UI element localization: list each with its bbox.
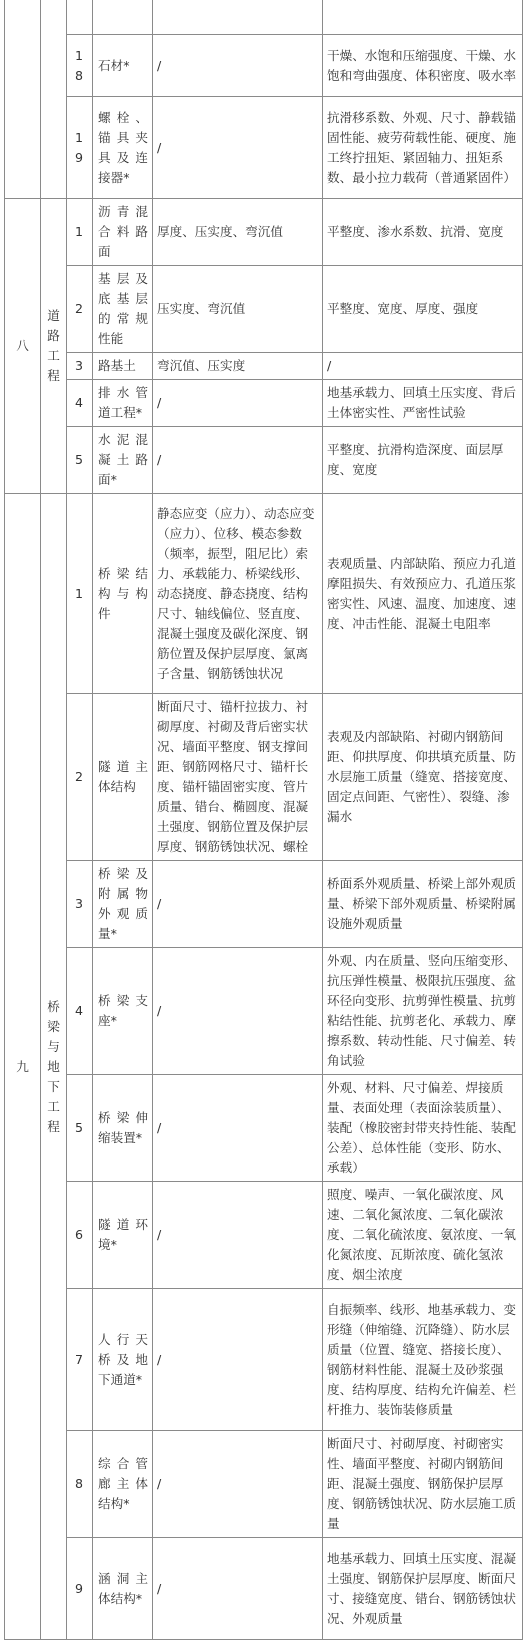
seq-cell: 8: [67, 1431, 93, 1538]
params-b-cell: 外观、内在质量、竖向压缩变形、抗压弹性模量、极限抗压强度、盆环径向变形、抗剪弹性模量、抗剪粘结性能、抗剪老化、承载力、摩擦系数、转动性能、尺寸偏差、转角试验: [323, 948, 523, 1075]
item-cell: 桥梁伸缩装置*: [93, 1075, 153, 1182]
item-cell: 桥梁结构与构件: [93, 494, 153, 694]
item-cell: 隧道主体结构: [93, 694, 153, 861]
group-name-cell: [41, 494, 67, 1640]
table-row: [5, 199, 523, 266]
item-cell: 桥梁及附属物外观质量*: [93, 861, 153, 948]
item-cell: 基层及底基层的常规性能: [93, 266, 153, 353]
params-a-cell: /: [153, 380, 323, 427]
params-b-cell: /: [323, 353, 523, 380]
table-row: [5, 35, 523, 97]
table-row: [5, 494, 523, 694]
params-a-cell: 压实度、弯沉值: [153, 266, 323, 353]
params-a-cell: /: [153, 97, 323, 199]
item-cell: 螺栓、锚具夹具及连接器*: [93, 97, 153, 199]
table-row: [5, 1538, 523, 1640]
seq-cell: 3: [67, 353, 93, 380]
params-a-cell: /: [153, 1289, 323, 1431]
seq-cell: 19: [67, 97, 93, 199]
params-b-cell: 断面尺寸、衬砌厚度、衬砌密实性、墙面平整度、衬砌内钢筋间距、混凝土强度、钢筋保护层厚度、钢筋锈蚀状况、防水层施工质量: [323, 1431, 523, 1538]
item-cell: [93, 0, 153, 35]
seq-cell: 1: [67, 494, 93, 694]
params-a-cell: /: [153, 1075, 323, 1182]
seq-cell: 3: [67, 861, 93, 948]
seq-cell: 5: [67, 1075, 93, 1182]
seq-cell: 2: [67, 266, 93, 353]
group-number-cell: [5, 0, 41, 199]
item-cell: 水泥混凝土路面*: [93, 427, 153, 494]
seq-cell: 4: [67, 380, 93, 427]
params-a-cell: 厚度、压实度、弯沉值: [153, 199, 323, 266]
group-number-cell: 八: [5, 199, 41, 494]
qualification-table: [4, 0, 523, 1640]
params-b-cell: 表观质量、内部缺陷、预应力孔道摩阻损失、有效预应力、孔道压浆密实性、风速、温度、加速度、速度、冲击性能、混凝土电阻率: [323, 494, 523, 694]
table-row: [5, 948, 523, 1075]
seq-cell: 1: [67, 199, 93, 266]
params-b-cell: 照度、噪声、一氧化碳浓度、风速、二氧化氮浓度、二氧化碳浓度、二氧化硫浓度、氨浓度、一氧化氮浓度、瓦斯浓度、硫化氢浓度、烟尘浓度: [323, 1182, 523, 1289]
params-b-cell: 抗滑移系数、外观、尺寸、静载锚固性能、疲劳荷载性能、硬度、施工终拧扭矩、紧固轴力、扭矩系数、最小拉力载荷（普通紧固件）: [323, 97, 523, 199]
params-b-cell: [323, 0, 523, 35]
params-b-cell: 干燥、水饱和压缩强度、干燥、水饱和弯曲强度、体积密度、吸水率: [323, 35, 523, 97]
params-b-cell: 自振频率、线形、地基承载力、变形缝（伸缩缝、沉降缝）、防水层质量（位置、缝宽、搭接长度）、钢筋材料性能、混凝土及砂浆强度、结构厚度、结构允许偏差、栏杆推力、装饰装修质量: [323, 1289, 523, 1431]
seq-cell: 18: [67, 35, 93, 97]
table-row: [5, 1431, 523, 1538]
seq-cell: [67, 0, 93, 35]
params-a-cell: 弯沉值、压实度: [153, 353, 323, 380]
seq-cell: 7: [67, 1289, 93, 1431]
params-b-cell: 桥面系外观质量、桥梁上部外观质量、桥梁下部外观质量、桥梁附属设施外观质量: [323, 861, 523, 948]
item-cell: 排水管道工程*: [93, 380, 153, 427]
table-row: [5, 1182, 523, 1289]
group-name-cell: [41, 199, 67, 494]
table-row: [5, 97, 523, 199]
seq-cell: 4: [67, 948, 93, 1075]
params-a-cell: /: [153, 35, 323, 97]
params-b-cell: 表观及内部缺陷、衬砌内钢筋间距、仰拱厚度、仰拱填充质量、防水层施工质量（缝宽、搭接宽度、固定点间距、气密性）、裂缝、渗漏水: [323, 694, 523, 861]
table-row: [5, 0, 523, 35]
params-b-cell: 外观、材料、尺寸偏差、焊接质量、表面处理（表面涂装质量）、装配（橡胶密封带夹持性能、装配公差）、总体性能（变形、防水、承载）: [323, 1075, 523, 1182]
params-b-cell: 地基承载力、回填土压实度、背后土体密实性、严密性试验: [323, 380, 523, 427]
params-a-cell: /: [153, 1431, 323, 1538]
table-row: [5, 266, 523, 353]
table-row: [5, 353, 523, 380]
params-b-cell: 平整度、抗滑构造深度、面层厚度、宽度: [323, 427, 523, 494]
table-row: [5, 380, 523, 427]
item-cell: 路基土: [93, 353, 153, 380]
params-a-cell: /: [153, 1538, 323, 1640]
seq-cell: 9: [67, 1538, 93, 1640]
params-a-cell: /: [153, 861, 323, 948]
item-cell: 涵洞主体结构*: [93, 1538, 153, 1640]
params-a-cell: 断面尺寸、锚杆拉拔力、衬砌厚度、衬砌及背后密实状况、墙面平整度、钢支撑间距、钢筋网格尺寸、锚杆长度、锚杆锚固密实度、管片质量、错台、椭圆度、混凝土强度、钢筋位置及保护层厚度、钢筋锈蚀状况、螺栓: [153, 694, 323, 861]
params-a-cell: [153, 0, 323, 35]
seq-cell: 6: [67, 1182, 93, 1289]
item-cell: 隧道环境*: [93, 1182, 153, 1289]
group-number-cell: 九: [5, 494, 41, 1640]
item-cell: 人行天桥及地下通道*: [93, 1289, 153, 1431]
params-a-cell: /: [153, 1182, 323, 1289]
params-b-cell: 地基承载力、回填土压实度、混凝土强度、钢筋保护层厚度、断面尺寸、接缝宽度、错台、钢筋锈蚀状况、外观质量: [323, 1538, 523, 1640]
item-cell: 综合管廊主体结构*: [93, 1431, 153, 1538]
params-a-cell: 静态应变（应力）、动态应变（应力）、位移、模态参数（频率，振型，阻尼比）索力、承载能力、桥梁线形、动态挠度、静态挠度、结构尺寸、轴线偏位、竖直度、混凝土强度及碳化深度、钢筋位置及保护层厚度、氯离子含量、钢筋锈蚀状况: [153, 494, 323, 694]
params-a-cell: /: [153, 427, 323, 494]
params-b-cell: 平整度、宽度、厚度、强度: [323, 266, 523, 353]
params-a-cell: /: [153, 948, 323, 1075]
item-cell: 石材*: [93, 35, 153, 97]
seq-cell: 5: [67, 427, 93, 494]
group-name-label: 桥梁与地下工程: [47, 998, 60, 1134]
item-cell: 桥梁支座*: [93, 948, 153, 1075]
table-row: [5, 861, 523, 948]
table-row: [5, 1289, 523, 1431]
group-name-cell: [41, 0, 67, 199]
group-name-label: 道路工程: [47, 308, 60, 383]
params-b-cell: 平整度、渗水系数、抗滑、宽度: [323, 199, 523, 266]
item-cell: 沥青混合料路面: [93, 199, 153, 266]
table-row: [5, 1075, 523, 1182]
table-row: [5, 694, 523, 861]
seq-cell: 2: [67, 694, 93, 861]
table-row: [5, 427, 523, 494]
